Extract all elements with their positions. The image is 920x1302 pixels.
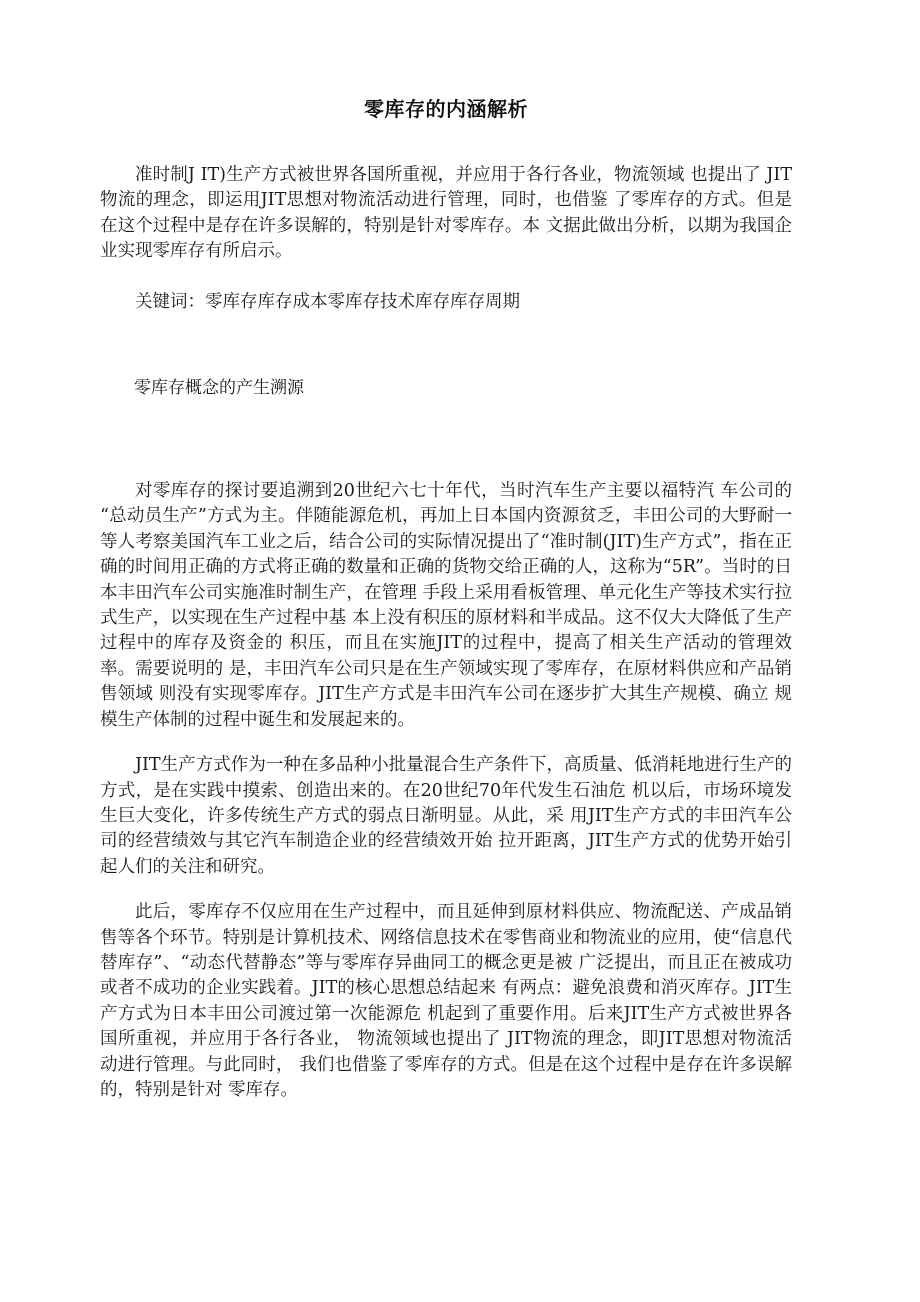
document-content — [100, 0, 792, 1103]
keywords-line: 关键词：零库存库存成本零库存技术库存库存周期 — [135, 291, 520, 312]
page-title: 零库存的内涵解析 — [364, 97, 528, 121]
body-paragraph-2: JIT生产方式作为一种在多品种小批量混合生产条件下，高质量、低消耗地进行生产的方式，是在实践中摸索、创造出来的。在20世纪70年代发生石油危 机以后，市场环境发生巨大变化，许多传统生产方式的弱点日渐明显。从此，采 用JIT生产方式的丰田汽车公司的经营绩效与其它汽车制造企业的经营绩效开始 拉开距离，JIT生产方式的优势开始引起人们的关注和研究。 — [100, 755, 792, 877]
section-heading: 零库存概念的产生溯源 — [134, 378, 304, 399]
abstract-paragraph: 准时制J IT)生产方式被世界各国所重视，并应用于各行各业，物流领域 也提出了 JIT物流的理念，即运用JIT思想对物流活动进行管理，同时，也借鉴 了零库存的方式。但是在这个过程中是存在许多误解的，特别是针对零库存。本 文据此做出分析，以期为我国企业实现零库存有所启示。 — [100, 165, 792, 262]
body-paragraph-1: 对零库存的探讨要追溯到20世纪六七十年代，当时汽车生产主要以福特汽 车公司的“总动员生产”方式为主。伴随能源危机，再加上日本国内资源贫乏，丰田公司的大野耐一等人考察美国汽车工业之后，结合公司的实际情况提出了“准时制(JIT)生产方式”，指在正确的时间用正确的方式将正确的数量和正确的货物交给正确的人，这称为“5R”。当时的日本丰田汽车公司实施准时制生产，在管理 手段上采用看板管理、单元化生产等技术实行拉式生产，以实现在生产过程中基 本上没有积压的原材料和半成品。这不仅大大降低了生产过程中的库存及资金的 积压，而且在实施JIT的过程中，提高了相关生产活动的管理效率。需要说明的 是，丰田汽车公司只是在生产领域实现了零库存，在原材料供应和产品销售领域 则没有实现零库存。JIT生产方式是丰田汽车公司在逐步扩大其生产规模、确立 规模生产体制的过程中诞生和发展起来的。 — [100, 481, 792, 730]
body-paragraph-3: 此后，零库存不仅应用在生产过程中，而且延伸到原材料供应、物流配送、产成品销售等各个环节。特别是计算机技术、网络信息技术在零售商业和物流业的应用，使“信息代替库存”、“动态代替静态”等与零库存异曲同工的概念更是被 广泛提出，而且正在被成功或者不成功的企业实践着。JIT的核心思想总结起来 有两点：避免浪费和消灭库存。JIT生产方式为日本丰田公司渡过第一次能源危 机起到了重要作用。后来JIT生产方式被世界各国所重视，并应用于各行各业， 物流领域也提出了 JIT物流的理念，即JIT思想对物流活动进行管理。与此同时， 我们也借鉴了零库存的方式。但是在这个过程中是存在许多误解的，特别是针对 零库存。 — [100, 902, 792, 1100]
